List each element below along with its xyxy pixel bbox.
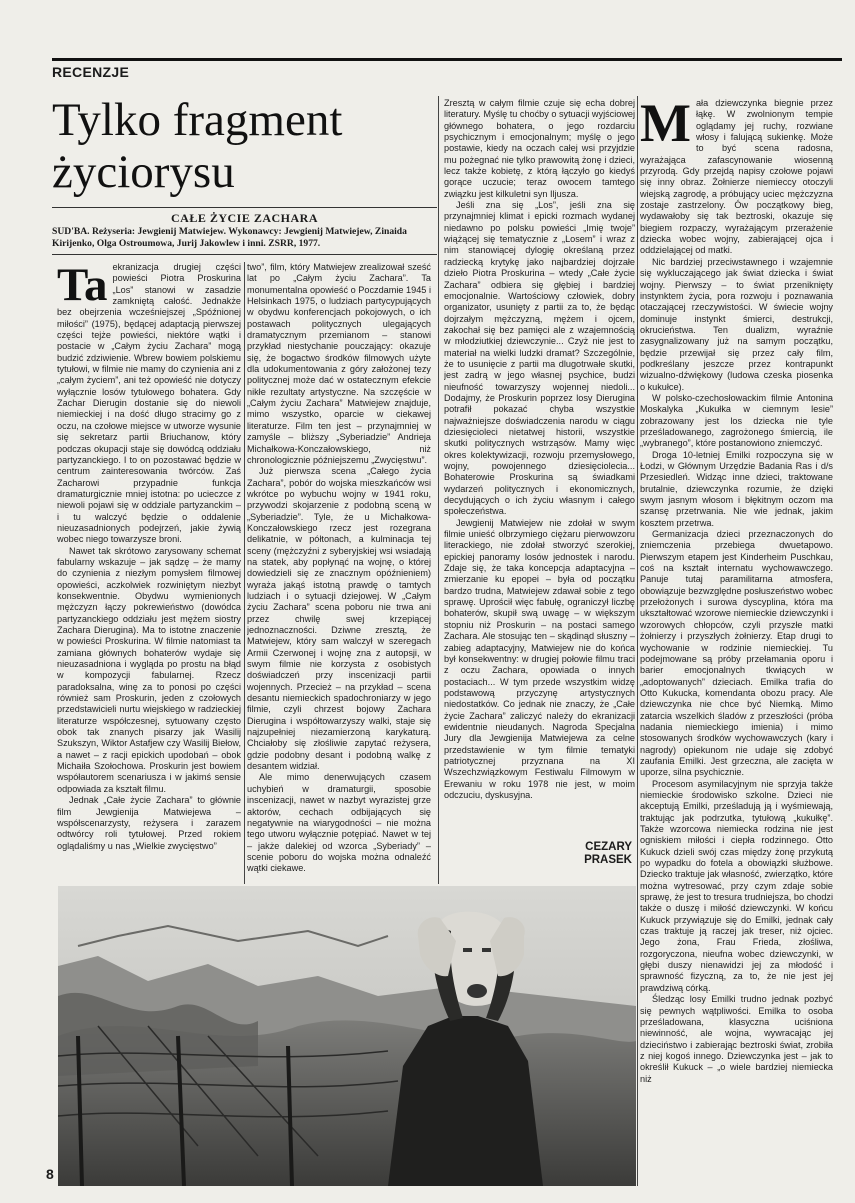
- title-line-2: życiorysu: [52, 146, 235, 198]
- title-line-1: Tylko fragment: [52, 94, 343, 146]
- film-box-top-rule: [52, 207, 437, 208]
- paragraph: Śledząc losy Emilki trudno jednak pozbyć się pewnych wątpliwości. Emilka to osoba prześladowana, klasyczna uciśniona niewinność, ale wojna, wywracając jej dzieciństwo i zabierając beztroski świat, zrobiła z niej kogoś innego. Dziewczynka jest – jak to określił Kukuck – „o wiele bardziej niemiecka niż: [640, 994, 833, 1084]
- author-first-name: CEZARY: [585, 841, 632, 853]
- column-divider: [438, 96, 439, 884]
- paragraph: Droga 10-letniej Emilki rozpoczyna się w Łodzi, w Głównym Urzędzie Badania Ras i d/s Przesiedleń. Widząc inne dzieci, traktowane brutalnie, dziewczynka rozumie, że dzięki swym jasnym włosom i błękitnym oczom ma szansę przetrwania. Nie wie jednak, jakim kosztem przetrwa.: [640, 449, 833, 528]
- article2-column: [640, 98, 833, 1158]
- column-divider: [637, 96, 638, 1186]
- photo-illustration: [58, 886, 636, 1186]
- film-box-bottom-rule: [52, 254, 437, 255]
- paragraph: ekranizacja drugiej części powieści Piotra Proskurina „Los” stanowi w zasadzie zamkniętą całość. Jednakże bez obejrzenia wcześniejszej „Spóźnionej miłości” (1975), będącej adaptacją pierwszej części tejże powieści, niektóre wątki i postacie w „Całym życiu Zachara” mogą budzić zdziwienie. Wbrew bowiem polskiemu tytułowi, w filmie nie mamy do czynienia ani z „całym życiem”, ani też opowieść nie dotyczy wyłącznie losów tytułowego bohatera. Gdy Zachar Dierugin dostanie się do niewoli niemieckiej i na dość długo stracimy go z oczu, na czołowe miejsce w utworze wysunie się sekretarz partii Briuchanow, który podczas okupacji staje się dowódcą oddziału partyzanckiego. I to on pozostawać będzie w centrum zainteresowania twórców. Zaś Zacharowi przypadnie funkcja dramaturgicznie mniej istotna: po ucieczce z niewoli pojawi się w oddziale partyzanckim – i tu walczyć będzie o oddalenie nieuzasadnionych podejrzeń, jakie żywią wobec niego towarzysze broni.: [57, 262, 241, 545]
- paragraph: Nawet tak skrótowo zarysowany schemat fabularny wskazuje – jak sądzę – że mamy do czynienia z niezłym pomysłem filmowej opowieści, aczkolwiek rozwiniętym niezbyt konsekwentnie. Obydwu wymienionych mężczyzn łączy pokrewieństwo (dowódca partyzanckiego oddziału jest mężem siostry Zachara Dierugina). Ma to istotne znaczenie w powieści Proskurina. W filmie natomiast ta zamiana głównych bohaterów wydaje się nieuzasadniona i wygląda po prostu na błąd w kompozycji fabularnej. Rzecz paradoksalna, winę za to ponosi po części również sam Proskurin, jeden z czołowych przedstawicieli nurtu wiejskiego w radzieckiej literaturze współczesnej, sytuowany często obok tak znanych pisarzy jak Wasilij Szukszyn, Wiktor Astafjew czy Wasilij Biełow, a nawet – z racji epickich upodobań – obok Michaiła Szołochowa. Proskurin jest bowiem współautorem scenariusza i w jakimś sensie odpowiada za kształt filmu.: [57, 545, 241, 794]
- film-credits: SUD'BA. Reżyseria: Jewgienij Matwiejew. Wykonawcy: Jewgienij Matwiejew, Zinaida Kirijenko, Olga Ostroumowa, Jurij Jakowlew i inni. ZSRR, 1977.: [52, 226, 407, 249]
- author-last-name: PRASEK: [584, 854, 632, 866]
- article1-column-3: [444, 98, 635, 878]
- article1-column-1: [57, 262, 241, 890]
- paragraph: ała dziewczynka biegnie przez łąkę. W zwolnionym tempie oglądamy jej ruchy, rozwiane włosy i falującą sukienkę. Może to być scena radosna, wyrażająca zafascynowanie wiosenną przyrodą. Gdy przejdą napisy czołowe pojawi się inny obraz. Żołnierze niemieccy otoczyli wiejską zagrodę, a próbujący uciec mężczyzna zostaje zastrzelony. Ów początkowy bieg, wydawałoby się tak beztroski, okazuje się biegiem rozpaczy, wyrażającym przerażenie dziecka wobec wojny, zabierającej ojca i oddzielającej od matki.: [640, 98, 833, 256]
- dropcap: Ta: [57, 262, 108, 311]
- film-still-photo: [58, 886, 636, 1186]
- paragraph: W polsko-czechosłowackim filmie Antonina Moskalyka „Kukułka w ciemnym lesie” zobrazowany jest los dziecka nie tyle prześladowanego, zagrożonego śmiercią, ile „wybranego”, które postanowiono zniemczyć.: [640, 392, 833, 449]
- paragraph: two”, film, który Matwiejew zrealizował sześć lat po „Całym życiu Zachara”. Ta monumentalna opowieść o Poczdamie 1945 i Helsinkach 1975, o ludziach partycypujących w obydwu konferencjach pokojowych, o ich postawach politycznych ulegających dramatycznym przemianom – stanowi przykład niestychanie pouczający: okazuje się, że bogactwo środków filmowych użyte dla udokumentowania z góry założonej tezy politycznej może dać w ostatecznym efekcie nikłe rezultaty artystyczne. Na szczęście w „Całym życiu Zachara” Matwiejew znajduje, mimo wszystko, oparcie w ciekawej literaturze. Film ten jest – przynajmniej w zamyśle – bliższy „Syberiadzie” Andrieja Michałkowa-Konczałowskiego, niż chronologicznie późniejszemu „Zwycięstwu”.: [247, 262, 431, 465]
- paragraph: Jewgienij Matwiejew nie zdołał w swym filmie unieść olbrzymiego ciężaru pierwowzoru literackiego, nie zdołał stworzyć szerokiej, epickiej panoramy losów jednostek i narodu. Zdaje się, że taka koncepcja adaptacyjna – zmierzanie ku epopei – była od początku bardzo trudna, Matwiejew zdawał sobie z tego sprawę. Uprościł więc fabułę, ograniczył liczbę bohaterów, skupił swą uwagę – w większym stopniu niż Proskurin – na postaci samego Zachara. Ale stosując ten – skądinąd słuszny – zabieg adaptacyjny, Matwiejew nie do końca był konsekwentny: w drugiej połowie filmu traci z oczu Zachara, opowiada o innych postaciach... W tym przede wszystkim widzę podstawową przyczynę artystycznych niedostatków. Co jednak nie znaczy, że „Całe życie Zachara” zaliczyć należy do ekranizacji ewidentnie nieudanych. Nagroda Specjalna Jury dla Jewgienija Matwiejewa za celne przedstawienie w tym filmie tematyki patriotycznej przyznana na XI Wszechzwiązkowym Festiwalu Filmowym w Erewaniu w roku 1978 nie jest, w moim odczuciu, dyskusyjna.: [444, 517, 635, 800]
- film-title: CAŁE ŻYCIE ZACHARA: [170, 211, 319, 225]
- paragraph: Ale mimo denerwujących czasem uchybień w dramaturgii, sposobie inscenizacji, nawet w nazbyt wyrazistej grze aktorów, cechach odbijających się negatywnie na wiarygodności – nie można tego utworu wyłącznie potępiać. Nawet w tej – jakże dalekiej od wzorca „Syberiady” – scenie poboru do wojska można odnaleźć wątki ciekawe.: [247, 772, 431, 874]
- paragraph: Jednak „Całe życie Zachara” to głównie film Jewgienija Matwiejewa – współscenarzysty, reżysera i zarazem odtwórcy roli tytułowej. Przed rokiem oglądaliśmy u nas „Wielkie zwycięstwo”: [57, 795, 241, 851]
- dropcap: M: [640, 98, 691, 153]
- paragraph: Już pierwsza scena „Całego życia Zachara”, pobór do wojska mieszkańców wsi wkrótce po wybuchu wojny w 1941 roku, przywodzi skojarzenie z podobną sceną w „Syberiadzie”. Tyle, że u Michałkowa-Konczałowskiego rzecz jest rozegrana delikatnie, w półtonach, a kulminacja tej sceny (mężczyźni z syberyjskiej wsi wsiadają na statek, aby popłynąć na wojnę, o której dowiedzieli się ze znacznym opóźnieniem) wyraża jakąś istotną prawdę o tamtych ludziach i o sytuacji dziejowej. W „Całym życiu Zachara” scena poboru nie trwa ani przez chwilę swej krzepiącej jednoznaczności. Dziwne zresztą, że Matwiejew, który sam walczył w szeregach Armii Czerwonej i wojnę zna z autopsji, w swym filmie nie korzysta z osobistych doświadczeń przy inscenizacji partii wojennych. Przecież – na przykład – scena desantu niemieckich spadochroniarzy w jego filmie, czyli chrzest bojowy Zachara Dierugina i współtowarzyszy walki, staje się najzupełniej niezamierzoną karykaturą. Chciałoby się złośliwie zapytać reżysera, gdzie podobny desant i podobną walkę z desantem widział.: [247, 466, 431, 772]
- paragraph: Jeśli zna się „Los”, jeśli zna się przynajmniej klimat i epicki rozmach wydanej niedawno po polsku powieści „Imię twoje” wiążącej się tematycznie z „Losem” i wraz z nim stanowiącej dylogię określaną przez radziecką krytykę jako najbardziej dojrzałe dzieło Piotra Proskurina – wtedy „Całe życie Zachara” odbiera się głębiej i bardziej emocjonalnie. Wartościowy człowiek, dobry organizator, usunięty z partii za to, że będąc dojrzałym mężczyzną, mężem i ojcem, zakochał się bez pamięci ale z wzajemnością w młodziutkiej dziewczynie... Czyż nie jest to materiał na wielki ludzki dramat? Szczególnie, że to usunięcie z partii ma dlugotrwałe skutki, jest zadrą w jego własnej psychice, budzi nieufność towarzyszy wojennej niedoli... Dodajmy, że Proskurin poprzez losy Dierugina potrafił pokazać chyba wszystkie najważniejsze doświadczenia narodu w ciągu dziesięcioleci nietatwej historii, wszystkie skutki politycznych wstrząsów. Mamy więc okres kolektywizacji, rozwoju przemysłowego, wojny, powojennego dziesięciolecia... Bohaterowie Proskurina są świadkami wydarzeń politycznych i ekonomicznych, decydujących o ich życiu własnym i całego społeczeństwa.: [444, 200, 635, 517]
- article1-column-2: [247, 262, 431, 890]
- film-credits-box: [52, 212, 437, 250]
- author-byline: [560, 841, 632, 867]
- column-divider: [244, 262, 245, 884]
- paragraph: Germanizacja dzieci przeznaczonych do zniemczenia przebiega dwuetapowo. Pierwszym etapem jest Kinderheim Puschkau, coś na kształt internatu wychowawczego. Panuje tutaj paramilitarna atmosfera, obowiązuje bezwzględne posłuszeństwo wobec przełożonych i surowa dyscyplina, która ma ukształtować wzorowe niemieckie dziewczynki i wzorowych chłopców, czyli przyszłe matki żołnierzy i przyszłych żołnierzy. Etap drugi to wychowanie w rodzinie niemieckiej. Tu podejmowane są próby przełamania oporu i barier emocjonalnych tkwiących w „adoptowanych” dzieciach. Emilka trafia do Otto Kukucka, komendanta obozu pracy. Ale dziewczynka nie chce być Niemką. Mimo zatarcia wszelkich śladów z przeszłości (próba nadania niemieckiego imienia) i mimo stosowanych środków wychowawczych (kary i nagrody) opiekunom nie udaje się zdobyć zaufania Emilki. Jest grzeczna, ale zacięta w uporze, silna psychicznie.: [640, 529, 833, 778]
- paragraph: Procesom asymilacyjnym nie sprzyja także niemieckie środowisko szkolne. Dzieci nie akceptują Emilki, prześladują ją i wyśmiewają, traktując jak podrzutka, tytułową „kukułkę”. Także wzorcowa niemiecka rodzina nie jest ogniskiem miłości i ciepła rodzinnego. Otto Kukuck dzieli swój czas między żonę przykutą po wypadku do fotela a obowiązki służbowe. Dziecko traktuje jak własność, zwierzątko, które można wytresować, przy czym zdaje sobie sprawę, że jest to tresura trudniejsza, bo chodzi także o duszę i miłość dziewczynki. W końcu Kukuck przywiązuje się do Emilki, jednak cały czas traktuje ją raczej jak treser, niż ojciec. Jego żona, Frau Frieda, złośliwa, rozgoryczona, nieufna wobec dziewczynki, w głębi duszy nienawidzi jej za młodość i sprawność fizyczną, za to, że nie jest jej prawdziwą córką.: [640, 778, 833, 993]
- page-number: 8: [46, 1166, 54, 1182]
- paragraph: Zresztą w całym filmie czuje się echa dobrej literatury. Myślę tu choćby o sytuacji wyjściowej głównego bohatera, o jego rozdarciu psychicznym i emocjonalnym; myślę o jego postawie, kiedy na oczach całej wsi przyjdzie mu pożegnać nie tylko prawowitą żonę i dzieci, lecz także kobietę, z którą łączyło go kiedyś gorące uczucie; teraz owocem tamtego związku jest kilkuletni syn Iljusza.: [444, 98, 635, 199]
- paragraph: Nic bardziej przeciwstawnego i wzajemnie się wykluczającego jak świat dziecka i świat wojny. Pierwszy – to świat przeniknięty instynktem życia, pora rozwoju i poznawania otaczającej rzeczywistości. W świecie wojny dominuje instynkt śmierci, destrukcji, okrucieństwa. Ten dualizm, wyraźnie zasygnalizowany już na samym początku, będzie przewijał się przez cały film, podkreślany jeszcze przez kontrapunkt wizualno-dźwiękowy (ludowa czeska piosenka o kukułce).: [640, 256, 833, 392]
- section-label: RECENZJE: [52, 58, 432, 83]
- article-title: [52, 94, 432, 198]
